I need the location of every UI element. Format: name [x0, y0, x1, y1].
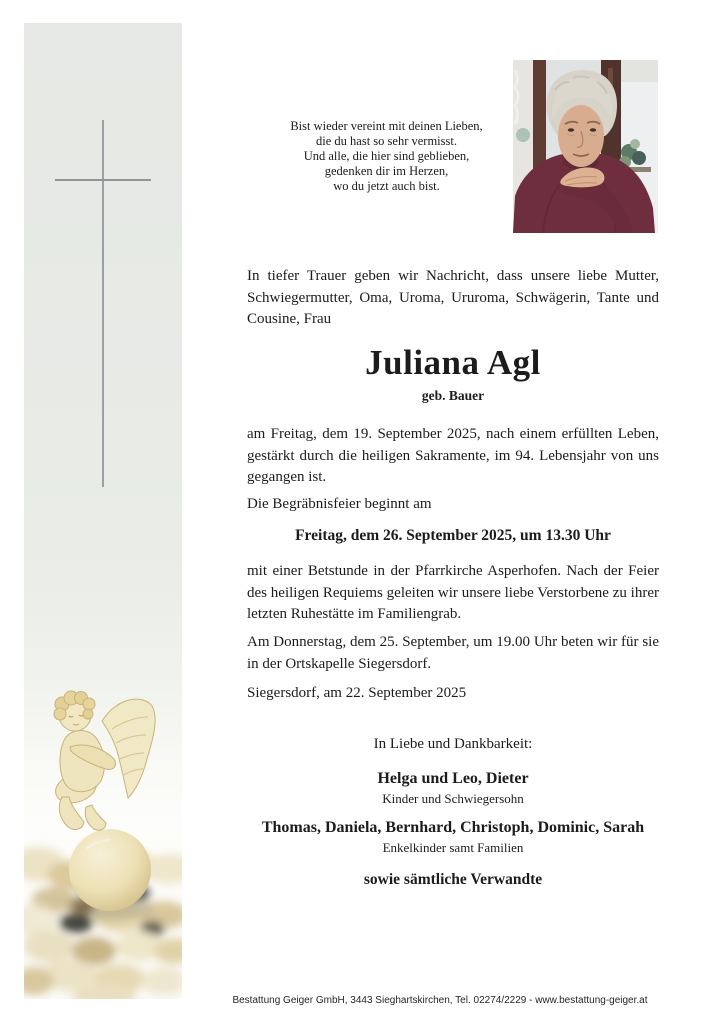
cross-icon — [55, 179, 151, 181]
funeral-details-paragraph: mit einer Betstunde in der Pfarrkirche Asperhofen. Nach der Feier des heiligen Requiems geleiten wir unsere liebe Verstorbene zu ihrer letzten Ruhestätte im Familiengrab. — [247, 563, 659, 622]
poem-line: Und alle, die hier sind geblieben, — [303, 149, 470, 163]
memorial-strip — [24, 23, 182, 999]
poem-line: die du hast so sehr vermisst. — [316, 134, 457, 148]
prayer-paragraph: Am Donnerstag, dem 25. September, um 19.00 Uhr beten wir für sie in der Ortskapelle Siegersdorf. — [247, 634, 659, 672]
funeral-intro: Die Begräbnisfeier beginnt am — [247, 496, 432, 512]
death-notice-paragraph: am Freitag, dem 19. September 2025, nach einem erfüllten Leben, gestärkt durch die heiligen Sakramente, im 94. Lebensjahr von uns gegangen ist. — [247, 426, 659, 485]
deceased-maiden-name: geb. Bauer — [421, 388, 485, 403]
angel-figurine-image — [24, 659, 182, 999]
portrait-photo — [513, 60, 658, 233]
poem-line: wo du jetzt auch bist. — [333, 179, 440, 193]
mourner-relation: Enkelkinder samt Familien — [382, 840, 524, 855]
relatives-note: sowie sämtliche Verwandte — [363, 871, 543, 888]
funeral-datetime: Freitag, dem 26. September 2025, um 13.30 Uhr — [295, 527, 611, 544]
mourner-names: Helga und Leo, Dieter — [377, 770, 529, 787]
poem-line: Bist wieder vereint mit deinen Lieben, — [290, 119, 483, 133]
poem-line: gedenken dir im Herzen, — [324, 164, 449, 178]
cross-icon — [102, 120, 104, 487]
mourner-relation: Kinder und Schwiegersohn — [382, 791, 524, 806]
funeral-home-footer: Bestattung Geiger GmbH, 3443 Sieghartskirchen, Tel. 02274/2229 - www.bestattung-geiger.at — [232, 995, 648, 1006]
mourner-names: Thomas, Daniela, Bernhard, Christoph, Dominic, Sarah — [261, 819, 645, 836]
announcement-paragraph: In tiefer Trauer geben wir Nachricht, dass unsere liebe Mutter, Schwiegermutter, Oma, Uroma, Ururoma, Schwägerin, Tante und Cousine, Frau — [247, 268, 659, 327]
deceased-name: Juliana Agl — [365, 343, 541, 382]
memorial-poem — [240, 119, 533, 194]
place-and-date: Siegersdorf, am 22. September 2025 — [247, 685, 467, 701]
closing-line: In Liebe und Dankbarkeit: — [373, 736, 533, 752]
